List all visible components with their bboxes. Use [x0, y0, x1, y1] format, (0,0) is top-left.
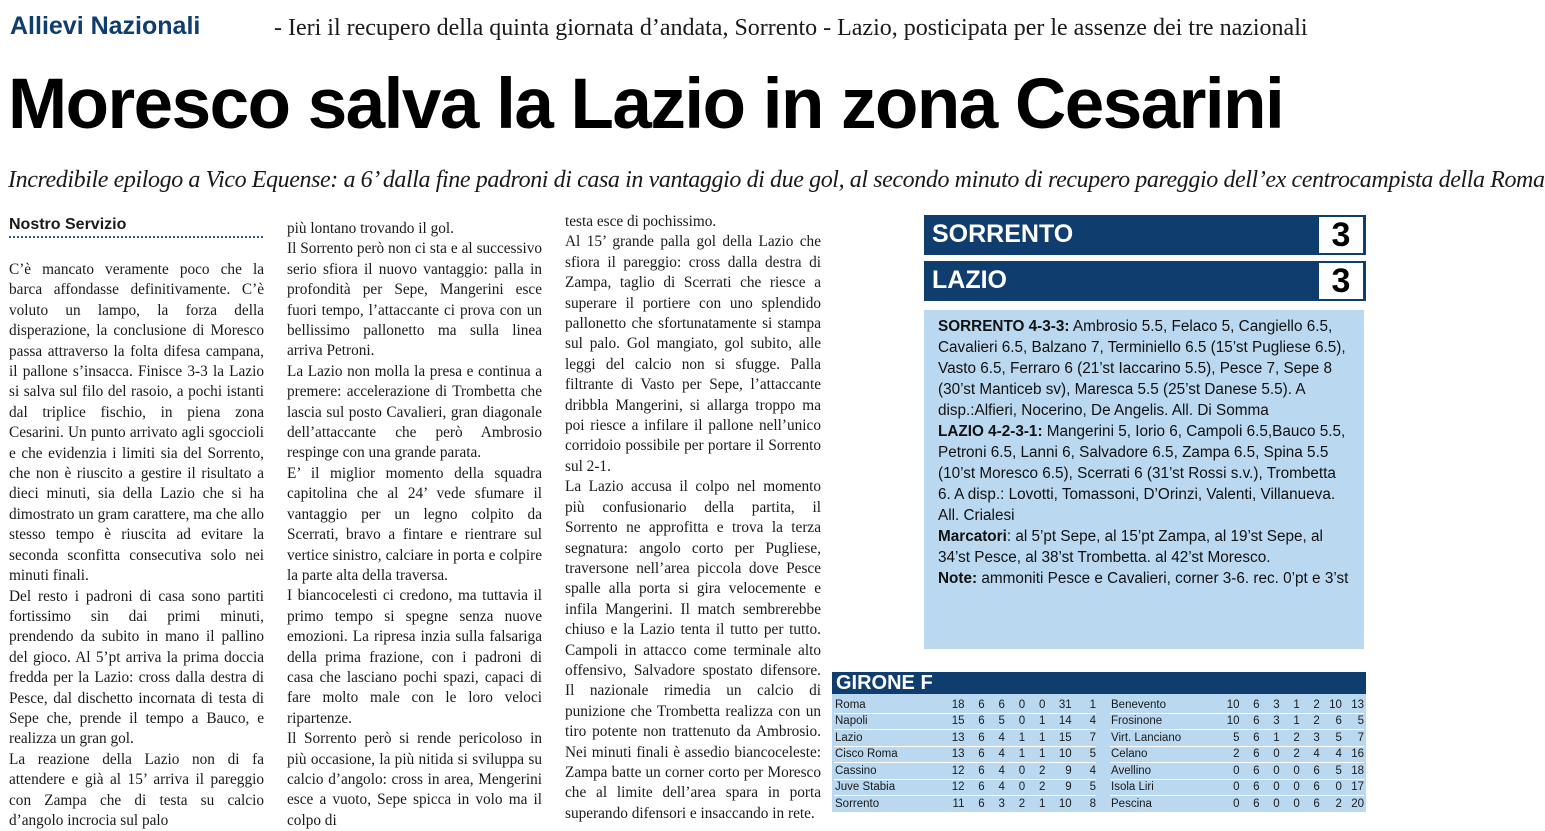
standings-v: 4: [985, 746, 1005, 763]
standings-gs: 8: [1072, 796, 1096, 813]
deck: Incredibile epilogo a Vico Equense: a 6’ dalla fine padroni di casa in vantaggio di due gol, al secondo minuto di recupero pareggio dell’ex centrocampista della Roma: [8, 167, 1545, 193]
standings-team: Celano: [1110, 746, 1213, 763]
standings-n: 2: [1280, 746, 1300, 763]
scorers-label: Marcatori: [938, 528, 1007, 545]
headline: Moresco salva la Lazio in zona Cesarini: [8, 65, 1284, 144]
article-column-2: [287, 219, 542, 829]
article-column-1: [9, 260, 264, 829]
standings-gf: 9: [1045, 779, 1071, 796]
paragraph: La Lazio accusa il colpo nel momento più confusionario della partita, il Sorrento ne approfitta e trova la terza segnatura: angolo corto per Pugliese, traversone nell’area piccola dove Pesce spalle alla porta si gira velocemente e infila Mangerini. Il match sembrerebbe chiuso e la Lazio tenta il tutto per tutto. Campoli in attacco come terminale alto offensivo, Salvadore spostato difensore. Il nazionale rimedia un calcio di punizione che Trombetta realizza con un tiro potente non trattenuto da Ambrosio. Nei minuti finali è assedio biancoceleste: Zampa batte un corner corto per Moresco che al limite dell’area spara in porta superando difensori e insaccando in rete.: [565, 478, 821, 822]
standings-gs: 17: [1342, 779, 1364, 796]
standings-p: 2: [1300, 713, 1320, 730]
standings-g: 6: [964, 730, 984, 747]
standings-gf: 10: [1045, 796, 1071, 813]
scorers: [938, 526, 1350, 568]
standings-v: 4: [985, 779, 1005, 796]
scoreboard-home: [924, 215, 1366, 255]
standings-team: Frosinone: [1110, 713, 1213, 730]
table-row: [1110, 730, 1364, 747]
table-row: [834, 730, 1096, 747]
kicker: [10, 10, 1370, 46]
standings-pts: 2: [1213, 746, 1239, 763]
away-team-name: LAZIO: [932, 266, 1007, 294]
standings-n: 1: [1005, 746, 1025, 763]
standings-pts: 0: [1213, 763, 1239, 780]
standings-gs: 7: [1342, 730, 1364, 747]
paragraph: Del resto i padroni di casa sono partiti fortissimo sin dai primi minuti, prendendo da subito in mano il pallino del gioco. Al 5’pt arriva la prima doccia fredda per la Lazio: cross dalla destra di Pesce, dal dischetto incornata di testa di Sepe che, prende il tempo a Bauco, e realizza un gran gol.: [9, 587, 264, 748]
standings-team: Lazio: [834, 730, 938, 747]
standings-gf: 14: [1045, 713, 1071, 730]
home-team-name: SORRENTO: [932, 220, 1074, 248]
standings-p: 6: [1300, 779, 1320, 796]
standings-title: GIRONE F: [832, 672, 1366, 694]
standings-n: 0: [1280, 779, 1300, 796]
standings-v: 1: [1260, 730, 1280, 747]
standings-team: Virt. Lanciano: [1110, 730, 1213, 747]
table-row: [834, 763, 1096, 780]
standings-n: 0: [1005, 763, 1025, 780]
standings-n: 0: [1005, 713, 1025, 730]
standings-p: 1: [1025, 746, 1045, 763]
paragraph: E’ il miglior momento della squadra capitolina che al 24’ vede sfumare il vantaggio per un legno colpito da Scerrati, bravo a fintare e rientrare sul vertice sinistro, calciare in porta e colpire la parte alta della traversa.: [287, 464, 542, 584]
standings-p: 2: [1025, 779, 1045, 796]
standings-pts: 0: [1213, 796, 1239, 813]
standings-v: 3: [1260, 713, 1280, 730]
standings-gs: 4: [1072, 713, 1096, 730]
standings-p: 1: [1025, 796, 1045, 813]
standings-v: 3: [985, 796, 1005, 813]
standings-n: 0: [1005, 697, 1025, 713]
lineup-sorrento: [938, 316, 1350, 421]
lineup-lazio-players: Mangerini 5, Iorio 6, Campoli 6.5,Bauco 5.5, Petroni 6.5, Lanni 6, Salvadore 6.5, Zampa 6.5, Spina 5.5 (10’st Moresco 6.5), Scerrati 6 (31’st Rossi s.v.), Trombetta 6. A disp.: Lovotti, Tomassoni, D’Orinzi, Valenti, Villanueva. All. Crialesi: [938, 423, 1346, 524]
standings-right: [1110, 697, 1364, 813]
paragraph: più lontano trovando il gol.: [287, 220, 454, 237]
standings-gf: 5: [1320, 763, 1342, 780]
table-row: [1110, 763, 1364, 780]
home-score: 3: [1319, 217, 1363, 253]
table-row: [834, 713, 1096, 730]
standings-g: 6: [964, 796, 984, 813]
standings-g: 6: [1240, 697, 1260, 713]
standings-team: Juve Stabia: [834, 779, 938, 796]
standings-v: 0: [1260, 796, 1280, 813]
table-row: [1110, 796, 1364, 813]
standings-gf: 31: [1045, 697, 1071, 713]
standings-team: Cassino: [834, 763, 938, 780]
lineup-sorrento-players: Ambrosio 5.5, Felaco 5, Cangiello 6.5, Cavalieri 6.5, Balzano 7, Terminiello 6.5 (15’st Pugliese 6.5), Vasto 6.5, Ferraro 6 (21’st Iaccarino 5.5), Pesce 7, Sepe 8 (30’st Manticeb sv), Maresca 5.5 (25’st Danese 5.5). A disp.:Alfieri, Nocerino, De Angelis. All. Di Somma: [938, 318, 1346, 419]
paragraph: I biancocelesti ci credono, ma tuttavia il primo tempo si spegne senza nuove emozioni. La ripresa inzia sulla falsariga della prima frazione, con i padroni di casa che lasciano pochi spazi, capaci di fare molto male con le loro veloci ripartenze.: [287, 587, 542, 727]
paragraph: La Lazio non molla la presa e continua a premere: accelerazione di Trombetta che lascia sul posto Cavalieri, gran diagonale dell’attaccante che però Ambrosio respinge con una grande parata.: [287, 362, 542, 462]
scorers-list: : al 5’pt Sepe, al 15’pt Zampa, al 19’st Sepe, al 34’st Pesce, al 38’st Trombetta. al 42’st Moresco.: [938, 528, 1323, 566]
standings-n: 0: [1005, 779, 1025, 796]
standings-g: 6: [1240, 730, 1260, 747]
standings-team: Napoli: [834, 713, 938, 730]
standings-v: 6: [985, 697, 1005, 713]
paragraph: Al 15’ grande palla gol della Lazio che sfiora il pareggio: cross dalla destra di Zampa, taglio di Scerrati che riesce a superare il portiere con uno splendido pallonetto che sfortunatamente si stampa sul palo. Gol mangiato, gol subito, alle leggi del calcio non si sfugge. Palla filtrante di Vasto per Sepe, l’attaccante dribbla Mangerini, si allarga troppo ma poi riesce a infilare il pallone nell’unico corridoio possibile per portare il Sorrento sul 2-1.: [565, 233, 821, 475]
standings-n: 2: [1280, 730, 1300, 747]
standings-gf: 15: [1045, 730, 1071, 747]
standings-g: 6: [964, 779, 984, 796]
standings-gf: 5: [1320, 730, 1342, 747]
standings-team: Avellino: [1110, 763, 1213, 780]
standings-p: 3: [1300, 730, 1320, 747]
table-row: [1110, 697, 1364, 713]
standings-p: 6: [1300, 763, 1320, 780]
standings-gs: 20: [1342, 796, 1364, 813]
standings-gs: 16: [1342, 746, 1364, 763]
lineup-sorrento-label: SORRENTO 4-3-3:: [938, 318, 1070, 335]
standings-p: 1: [1025, 730, 1045, 747]
paragraph: Il Sorrento però si rende pericoloso in più occasione, la più nitida si sviluppa su calcio d’angolo: cross in area, Mengerini esce a vuoto, Sepe spicca in volo ma il colpo di: [287, 730, 542, 829]
standings-team: Pescina: [1110, 796, 1213, 813]
standings-gs: 5: [1072, 779, 1096, 796]
standings-g: 6: [964, 763, 984, 780]
notes: [938, 568, 1350, 589]
standings-pts: 10: [1213, 713, 1239, 730]
paragraph: La reazione della Lazio non di fa attendere e già al 15’ arriva il pareggio con Zampa che di testa su calcio d’angolo incrocia sul palo: [9, 750, 264, 829]
article-column-3: [565, 212, 821, 822]
table-row: [1110, 713, 1364, 730]
standings-left: [834, 697, 1096, 813]
standings-p: 4: [1300, 746, 1320, 763]
table-row: [834, 779, 1096, 796]
byline: Nostro Servizio: [9, 216, 263, 238]
table-row: [834, 796, 1096, 813]
standings-n: 1: [1280, 697, 1300, 713]
lineup-lazio-label: LAZIO 4-2-3-1:: [938, 423, 1043, 440]
standings-team: Sorrento: [834, 796, 938, 813]
standings-v: 5: [985, 713, 1005, 730]
table-row: [1110, 779, 1364, 796]
notes-text: ammoniti Pesce e Cavalieri, corner 3-6. rec. 0’pt e 3’st: [977, 570, 1349, 587]
notes-label: Note:: [938, 570, 978, 587]
kicker-text: - Ieri il recupero della quinta giornata d’andata, Sorrento - Lazio, posticipata per le assenze dei tre nazionali: [274, 15, 1308, 41]
standings-team: Benevento: [1110, 697, 1213, 713]
table-row: [834, 697, 1096, 713]
standings-n: 1: [1280, 713, 1300, 730]
standings-gf: 10: [1320, 697, 1342, 713]
table-row: [834, 746, 1096, 763]
standings-pts: 13: [938, 746, 964, 763]
standings-gs: 18: [1342, 763, 1364, 780]
standings-n: 2: [1005, 796, 1025, 813]
standings-v: 4: [985, 730, 1005, 747]
standings-p: 0: [1025, 697, 1045, 713]
standings-g: 6: [1240, 746, 1260, 763]
standings-p: 1: [1025, 713, 1045, 730]
standings-pts: 12: [938, 779, 964, 796]
standings-gf: 6: [1320, 713, 1342, 730]
standings-team: Cisco Roma: [834, 746, 938, 763]
standings-v: 4: [985, 763, 1005, 780]
away-score: 3: [1319, 263, 1363, 299]
standings-pts: 15: [938, 713, 964, 730]
lineups-box: [924, 310, 1364, 649]
standings-gf: 10: [1045, 746, 1071, 763]
table-row: [1110, 746, 1364, 763]
standings-gs: 7: [1072, 730, 1096, 747]
standings-p: 6: [1300, 796, 1320, 813]
standings-gs: 1: [1072, 697, 1096, 713]
standings-gf: 4: [1320, 746, 1342, 763]
section-label: Allievi Nazionali: [10, 12, 201, 40]
paragraph: testa esce di pochissimo.: [565, 213, 717, 230]
standings-pts: 5: [1213, 730, 1239, 747]
standings-g: 6: [964, 713, 984, 730]
standings-pts: 13: [938, 730, 964, 747]
standings-gs: 5: [1072, 746, 1096, 763]
standings-team: Isola Liri: [1110, 779, 1213, 796]
standings-gs: 5: [1342, 713, 1364, 730]
standings-table: [832, 672, 1366, 812]
standings-n: 1: [1005, 730, 1025, 747]
standings-pts: 0: [1213, 779, 1239, 796]
standings-v: 0: [1260, 763, 1280, 780]
standings-g: 6: [1240, 763, 1260, 780]
standings-n: 0: [1280, 763, 1300, 780]
lineup-lazio: [938, 421, 1350, 526]
standings-gf: 9: [1045, 763, 1071, 780]
standings-gs: 13: [1342, 697, 1364, 713]
standings-v: 0: [1260, 746, 1280, 763]
standings-gs: 4: [1072, 763, 1096, 780]
scoreboard-away: [924, 261, 1366, 301]
standings-g: 6: [964, 746, 984, 763]
standings-team: Roma: [834, 697, 938, 713]
standings-gf: 2: [1320, 796, 1342, 813]
paragraph: C’è mancato veramente poco che la barca affondasse definitivamente. C’è voluto un lampo, la forza della disperazione, la conclusione di Moresco passa attraverso la folta difesa campana, il pallone s’insacca. Finisce 3-3 la Lazio si salva sul filo del rasoio, a pochi istanti dal triplice fischio, in piena zona Cesarini. Un punto arrivato agli sgoccioli e che evidenzia i limiti sia del Sorrento, che non è riuscito a gestire il risultato a dieci minuti, sia della Lazio che si ha dimostrato un gram carattere, ma che allo stesso tempo è riuscita ad evitare la seconda sconfitta consecutiva solo nei minuti finali.: [9, 261, 264, 585]
standings-gf: 0: [1320, 779, 1342, 796]
standings-v: 0: [1260, 779, 1280, 796]
standings-g: 6: [964, 697, 984, 713]
standings-g: 6: [1240, 713, 1260, 730]
standings-p: 2: [1025, 763, 1045, 780]
standings-pts: 11: [938, 796, 964, 813]
paragraph: Il Sorrento però non ci sta e al successivo serio sfiora il nuovo vantaggio: palla in profondità per Sepe, Mangerini esce fuori tempo, l’attaccante ci prova con un bellissimo pallonetto ma sulla linea arriva Petroni.: [287, 240, 542, 360]
standings-pts: 12: [938, 763, 964, 780]
standings-v: 3: [1260, 697, 1280, 713]
standings-n: 0: [1280, 796, 1300, 813]
standings-g: 6: [1240, 796, 1260, 813]
standings-pts: 10: [1213, 697, 1239, 713]
standings-pts: 18: [938, 697, 964, 713]
standings-p: 2: [1300, 697, 1320, 713]
standings-g: 6: [1240, 779, 1260, 796]
